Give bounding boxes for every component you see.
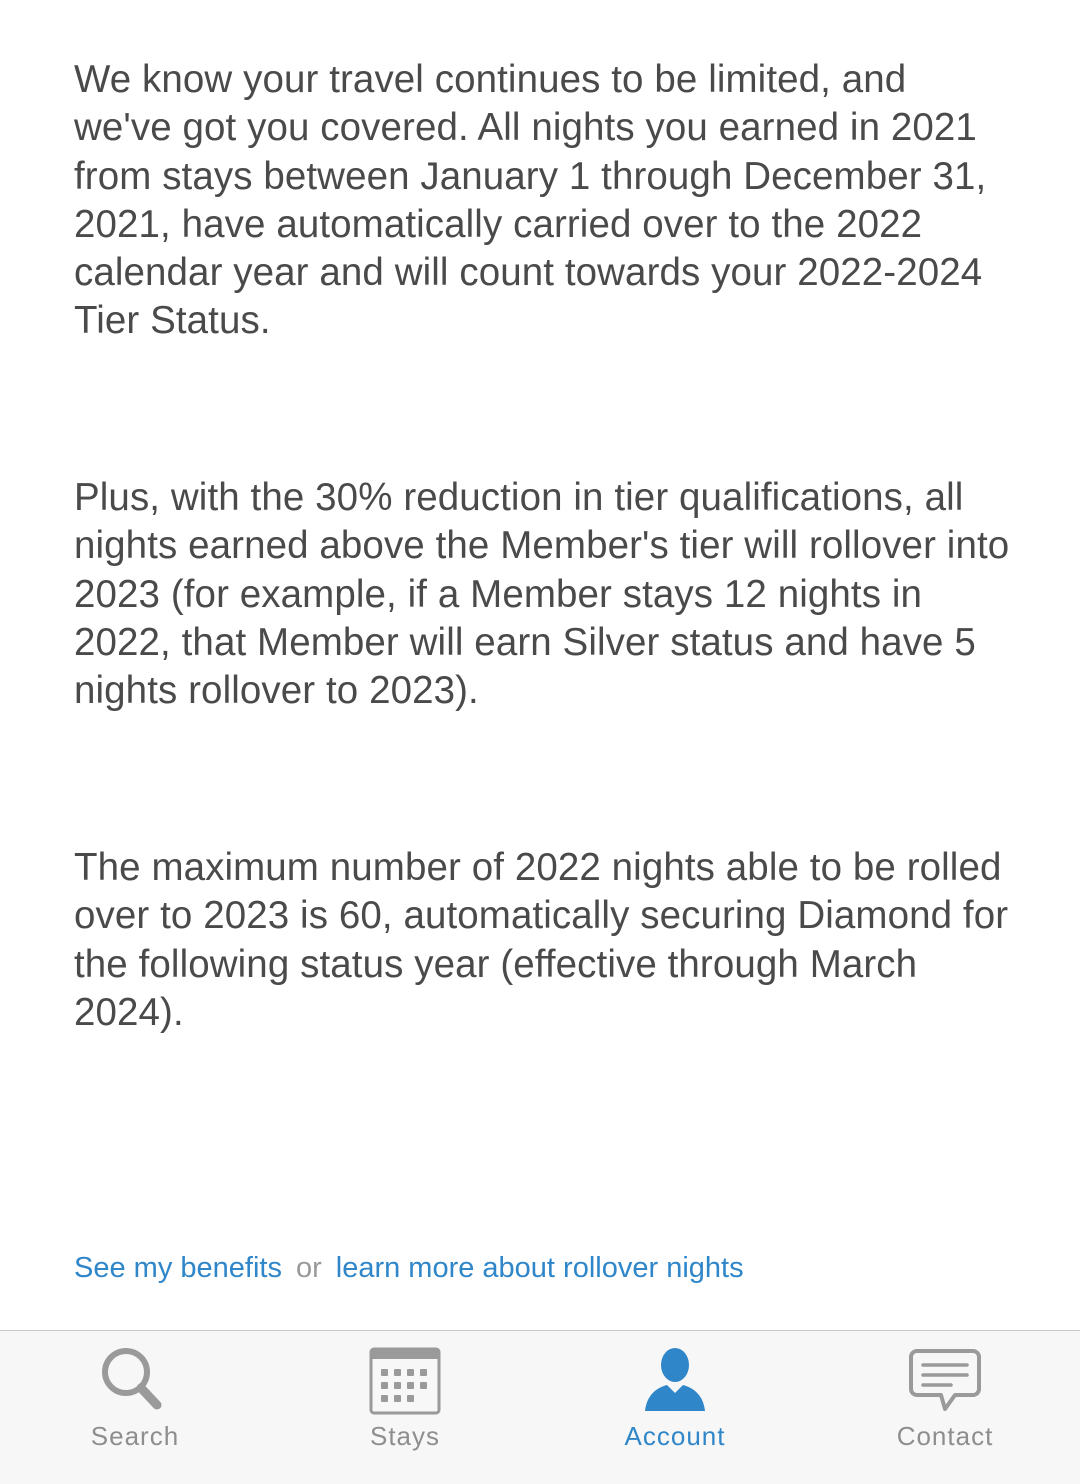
see-my-benefits-link[interactable]: See my benefits — [74, 1252, 282, 1284]
tab-stays[interactable] — [270, 1331, 540, 1484]
paragraph-tier-reduction: Plus, with the 30% reduction in tier qualifications, all nights earned above the Member's tier will rollover into 2023 (for example, if a Member stays 12 nights in 2022, that Member will earn Silver status and have 5 nights rollover to 2023). — [74, 476, 1010, 713]
tab-contact-label: Contact — [896, 1421, 994, 1451]
person-icon — [637, 1345, 713, 1417]
links-row — [74, 1250, 744, 1286]
tab-account[interactable] — [540, 1331, 810, 1484]
chat-bubble-icon — [907, 1345, 983, 1417]
paragraph-max-rollover: The maximum number of 2022 nights able to be rolled over to 2023 is 60, automatically securing Diamond for the following status year (effective through March 2024). — [74, 846, 1009, 1034]
calendar-icon — [367, 1345, 443, 1417]
tab-search-label: Search — [90, 1421, 180, 1451]
or-separator: or — [295, 1252, 322, 1284]
tab-search[interactable] — [0, 1331, 270, 1484]
tab-stays-label: Stays — [369, 1421, 441, 1451]
bottom-tab-bar — [0, 1330, 1080, 1484]
paragraph-travel-limited: We know your travel continues to be limited, and we've got you covered. All nights you earned in 2021 from stays between January 1 through December 31, 2021, have automatically carried over to the 2022 calendar year and will count towards your 2022-2024 Tier Status. — [74, 58, 987, 343]
tab-account-label: Account — [624, 1421, 726, 1451]
learn-more-rollover-link[interactable]: learn more about rollover nights — [335, 1252, 744, 1284]
tab-contact[interactable] — [810, 1331, 1080, 1484]
search-icon — [97, 1345, 173, 1417]
